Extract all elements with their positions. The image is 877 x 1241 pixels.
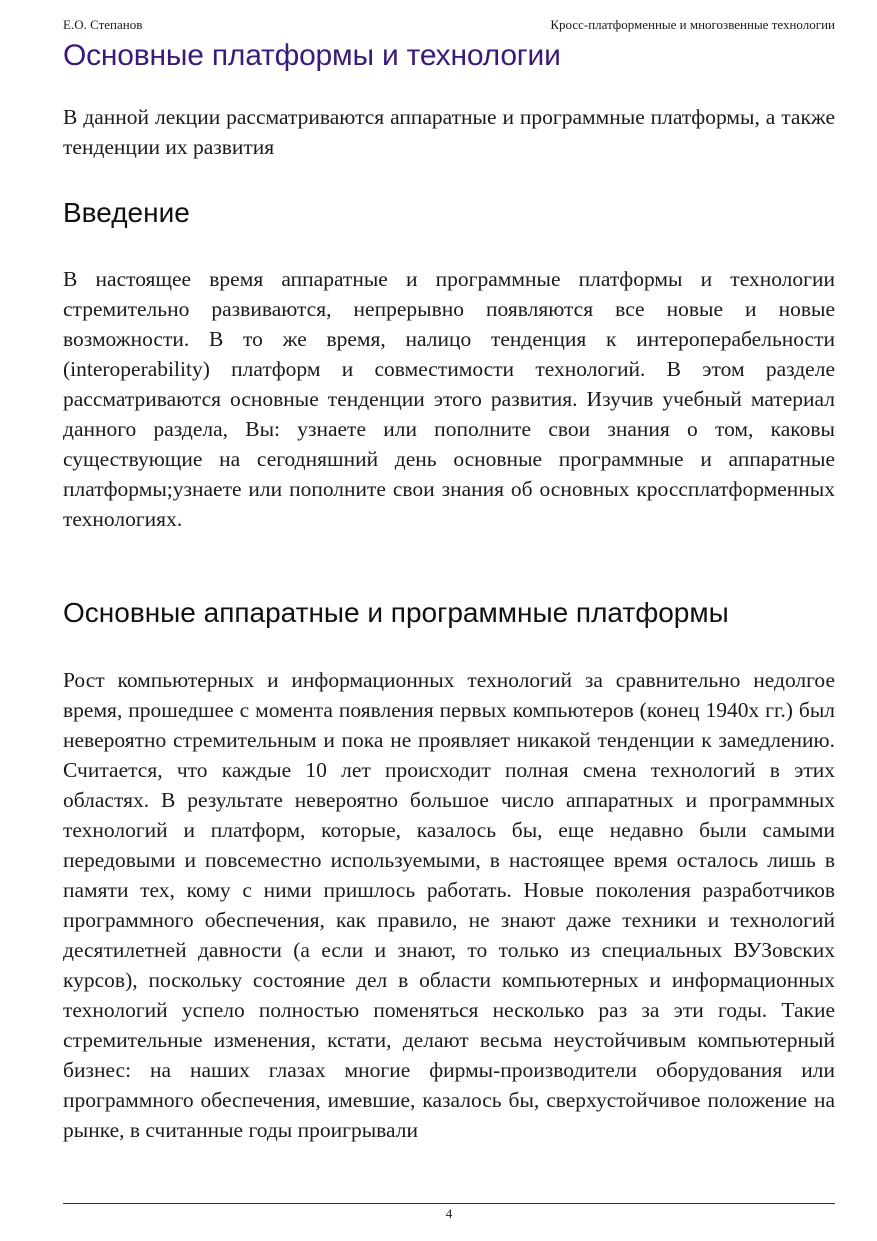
header-author: Е.О. Степанов [63, 17, 143, 32]
section-text-introduction: В настоящее время аппаратные и программные платформы и технологии стремительно развиваются, непрерывно появляются все новые и новые возможности. В то же время, налицо тенденция к интероперабельности (interoperability) платформ и совместимости технологий. В этом разделе рассматриваются основные тенденции этого развития. Изучив учебный материал данного раздела, Вы: узнаете или пополните свои знания о том, каковы существующие на сегодняшний день основные программные и аппаратные платформы;узнаете или пополните свои знания об основных кроссплатформенных технологиях. [63, 267, 835, 531]
section-heading-platforms: Основные аппаратные и программные платформы [63, 597, 729, 628]
section-text-platforms: Рост компьютерных и информационных технологий за сравнительно недолгое время, прошедшее с момента появления первых компьютеров (конец 1940х гг.) был невероятно стремительным и пока не проявляет никакой тенденции к замедлению. Считается, что каждые 10 лет происходит полная смена технологий в этих областях. В результате невероятно большое число аппаратных и программных технологий и платформ, которые, казалось бы, еще недавно были самыми передовыми и повсеместно используемыми, в настоящее время осталось лишь в памяти тех, кому с ними пришлось работать. Новые поколения разработчиков программного обеспечения, как правило, не знают даже техники и технологий десятилетней давности (а если и знают, то только из специальных ВУЗовских курсов), поскольку состояние дел в области компьютерных и информационных технологий успело полностью поменяться несколько раз за эти годы. Такие стремительные изменения, кстати, делают весьма неустойчивым компьютерный бизнес: на наших глазах многие фирмы-производители оборудования или программного обеспечения, имевшие, казалось бы, сверхустойчивое положение на рынке, в считанные годы проигрывали [63, 668, 835, 1142]
lecture-abstract: В данной лекции рассматриваются аппаратные и программные платформы, а также тенденции их развития [63, 105, 835, 159]
running-header [63, 17, 835, 33]
footer-divider [63, 1203, 835, 1204]
section-heading-introduction: Введение [63, 197, 190, 228]
header-course-title: Кросс-платформенные и многозвенные технологии [550, 17, 835, 32]
page-number: 4 [445, 1206, 453, 1221]
document-page [63, 0, 835, 1241]
lecture-title: Основные платформы и технологии [63, 39, 561, 72]
